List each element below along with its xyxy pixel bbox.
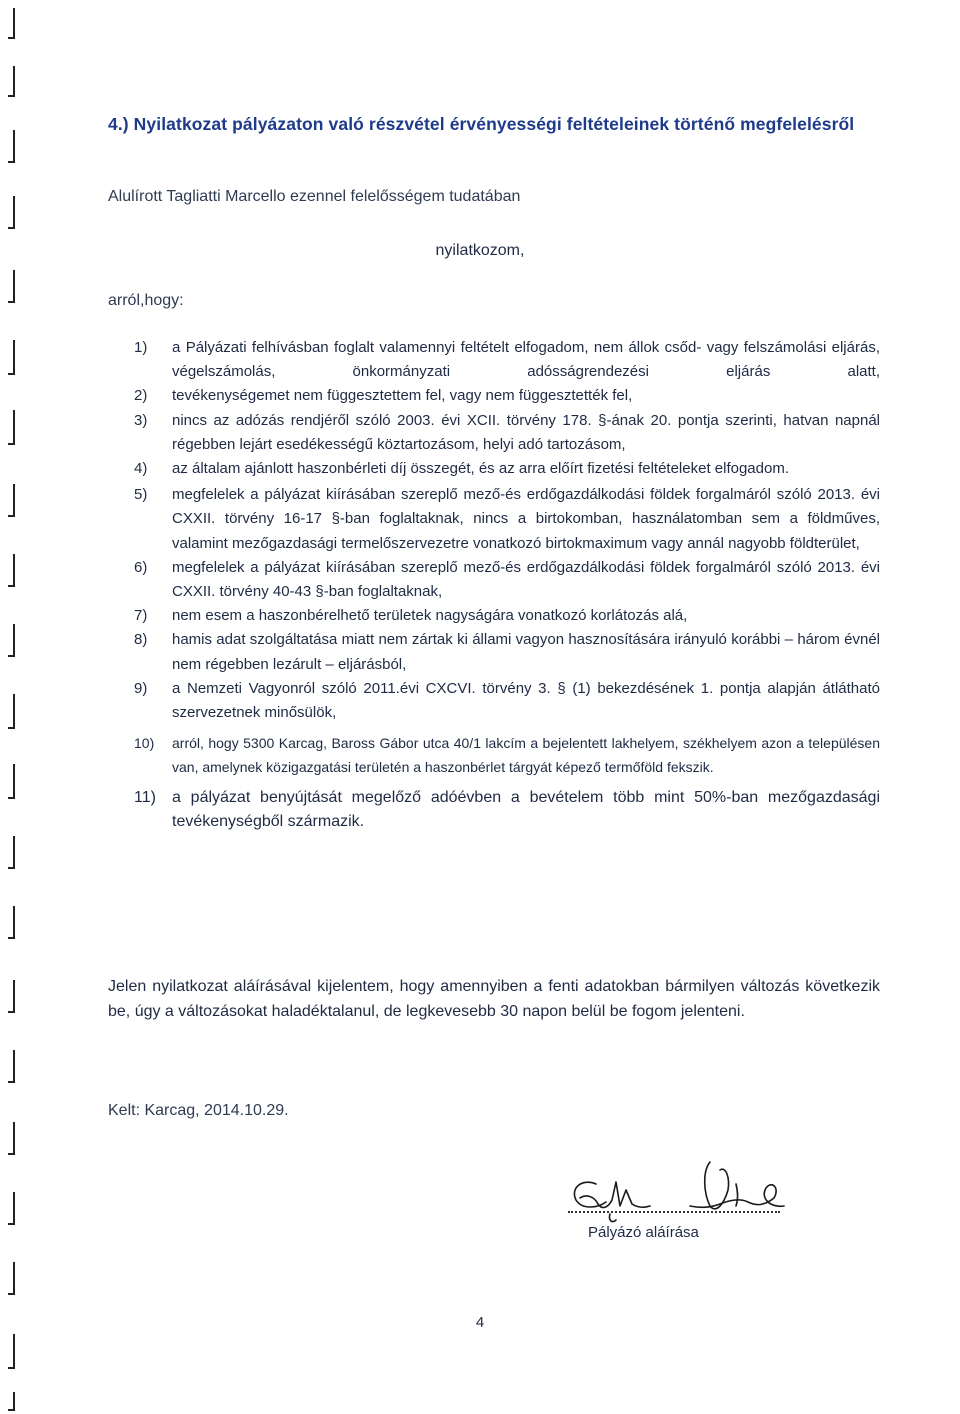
list-item — [134, 786, 880, 834]
binding-marks — [0, 0, 40, 1414]
list-item-number: 8) — [134, 631, 148, 649]
list-item — [134, 336, 880, 384]
list-item — [134, 628, 880, 676]
list-item — [134, 677, 880, 725]
list-item-text: arról, hogy 5300 Karcag, Baross Gábor utca 40/1 lakcím a bejelentett lakhelyem, székhelyem azon a településen van, amelynek közigazgatási területén a haszonbérlet tárgyát képező termőföld fekszik. — [172, 735, 880, 776]
list-item-number: 7) — [134, 607, 148, 625]
list-item — [134, 409, 880, 457]
declaration-word: nyilatkozom, — [435, 242, 525, 259]
signature-label: Pályázó aláírása — [588, 1224, 699, 1241]
list-item — [134, 457, 880, 481]
list-item-number: 11) — [134, 788, 156, 806]
list-item-text: tevékenységemet nem függesztettem fel, vagy nem függesztették fel, — [172, 387, 633, 405]
list-item — [134, 604, 880, 628]
list-item-text: hamis adat szolgáltatása miatt nem zártak ki állami vagyon hasznosítására irányuló korábbi – három évnél nem régebben lezárult – eljárásból, — [172, 631, 880, 673]
list-item — [134, 556, 880, 604]
page-number: 4 — [475, 1314, 485, 1331]
document-heading: 4.) Nyilatkozat pályázaton való részvétel érvényességi feltételeinek történő megfelelésről — [108, 114, 855, 134]
declaration-list — [134, 336, 880, 834]
list-item-text: a pályázat benyújtását megelőző adóévben a bevételem több mint 50%-ban mezőgazdasági tevékenységből származik. — [172, 788, 880, 830]
list-item-text: nem esem a haszonbérelhető területek nagyságára vonatkozó korlátozás alá, — [172, 607, 688, 625]
list-item-number: 1) — [134, 339, 148, 356]
list-item-text: az általam ajánlott haszonbérleti díj összegét, és az arra előírt fizetési feltételeket elfogadom. — [172, 460, 789, 478]
list-item-number: 10) — [134, 735, 155, 752]
date-line: Kelt: Karcag, 2014.10.29. — [108, 1102, 289, 1119]
list-item-number: 9) — [134, 679, 148, 697]
list-item-text: a Pályázati felhívásban foglalt valamennyi feltételt elfogadom, nem állok csőd- vagy felszámolási eljárás, végelszámolás, önkormányzati adósságrendezési eljárás alatt, — [172, 339, 880, 381]
list-item-number: 4) — [134, 460, 148, 478]
list-item-text: megfelelek a pályázat kiírásában szereplő mező-és erdőgazdálkodási földek forgalmáról szóló 2013. évi CXXII. törvény 40-43 §-ban foglaltaknak, — [172, 558, 880, 601]
list-item — [134, 384, 880, 408]
list-item — [134, 731, 880, 779]
closing-paragraph: Jelen nyilatkozat aláírásával kijelentem, hogy amennyiben a fenti adatokban bármilyen változás következik be, úgy a változásokat haladéktalanul, de legkevesebb 30 napon belül be fogom jelenteni. — [108, 978, 880, 1020]
list-item-text: a Nemzeti Vagyonról szóló 2011.évi CXCVI. törvény 3. § (1) bekezdésének 1. pontja alapján átlátható szervezetnek minősülök, — [172, 679, 880, 722]
list-item-number: 3) — [134, 411, 148, 429]
list-item-text: megfelelek a pályázat kiírásában szereplő mező-és erdőgazdálkodási földek forgalmáról szóló 2013. évi CXXII. törvény 16-17 §-ban foglaltaknak, nincs a birtokomban, használatomban sem a földműves, valamint mezőgazdasági termelőszervezetre vonatkozó birtokmaximum vagy annál nagyobb földterület, — [172, 486, 880, 552]
intro-line: Alulírott Tagliatti Marcello ezennel felelősségem tudatában — [108, 188, 521, 205]
list-item-number: 2) — [134, 387, 148, 405]
about-line: arról,hogy: — [108, 292, 184, 309]
list-item-number: 5) — [134, 486, 148, 504]
list-item-text: nincs az adózás rendjéről szóló 2003. évi XCII. törvény 178. §-ának 20. pontja szerinti, hatvan napnál régebben lejárt esedékességű köztartozásom, helyi adó tartozásom, — [172, 411, 880, 453]
list-item-number: 6) — [134, 558, 148, 576]
signature-line — [568, 1211, 780, 1213]
list-item — [134, 483, 880, 556]
